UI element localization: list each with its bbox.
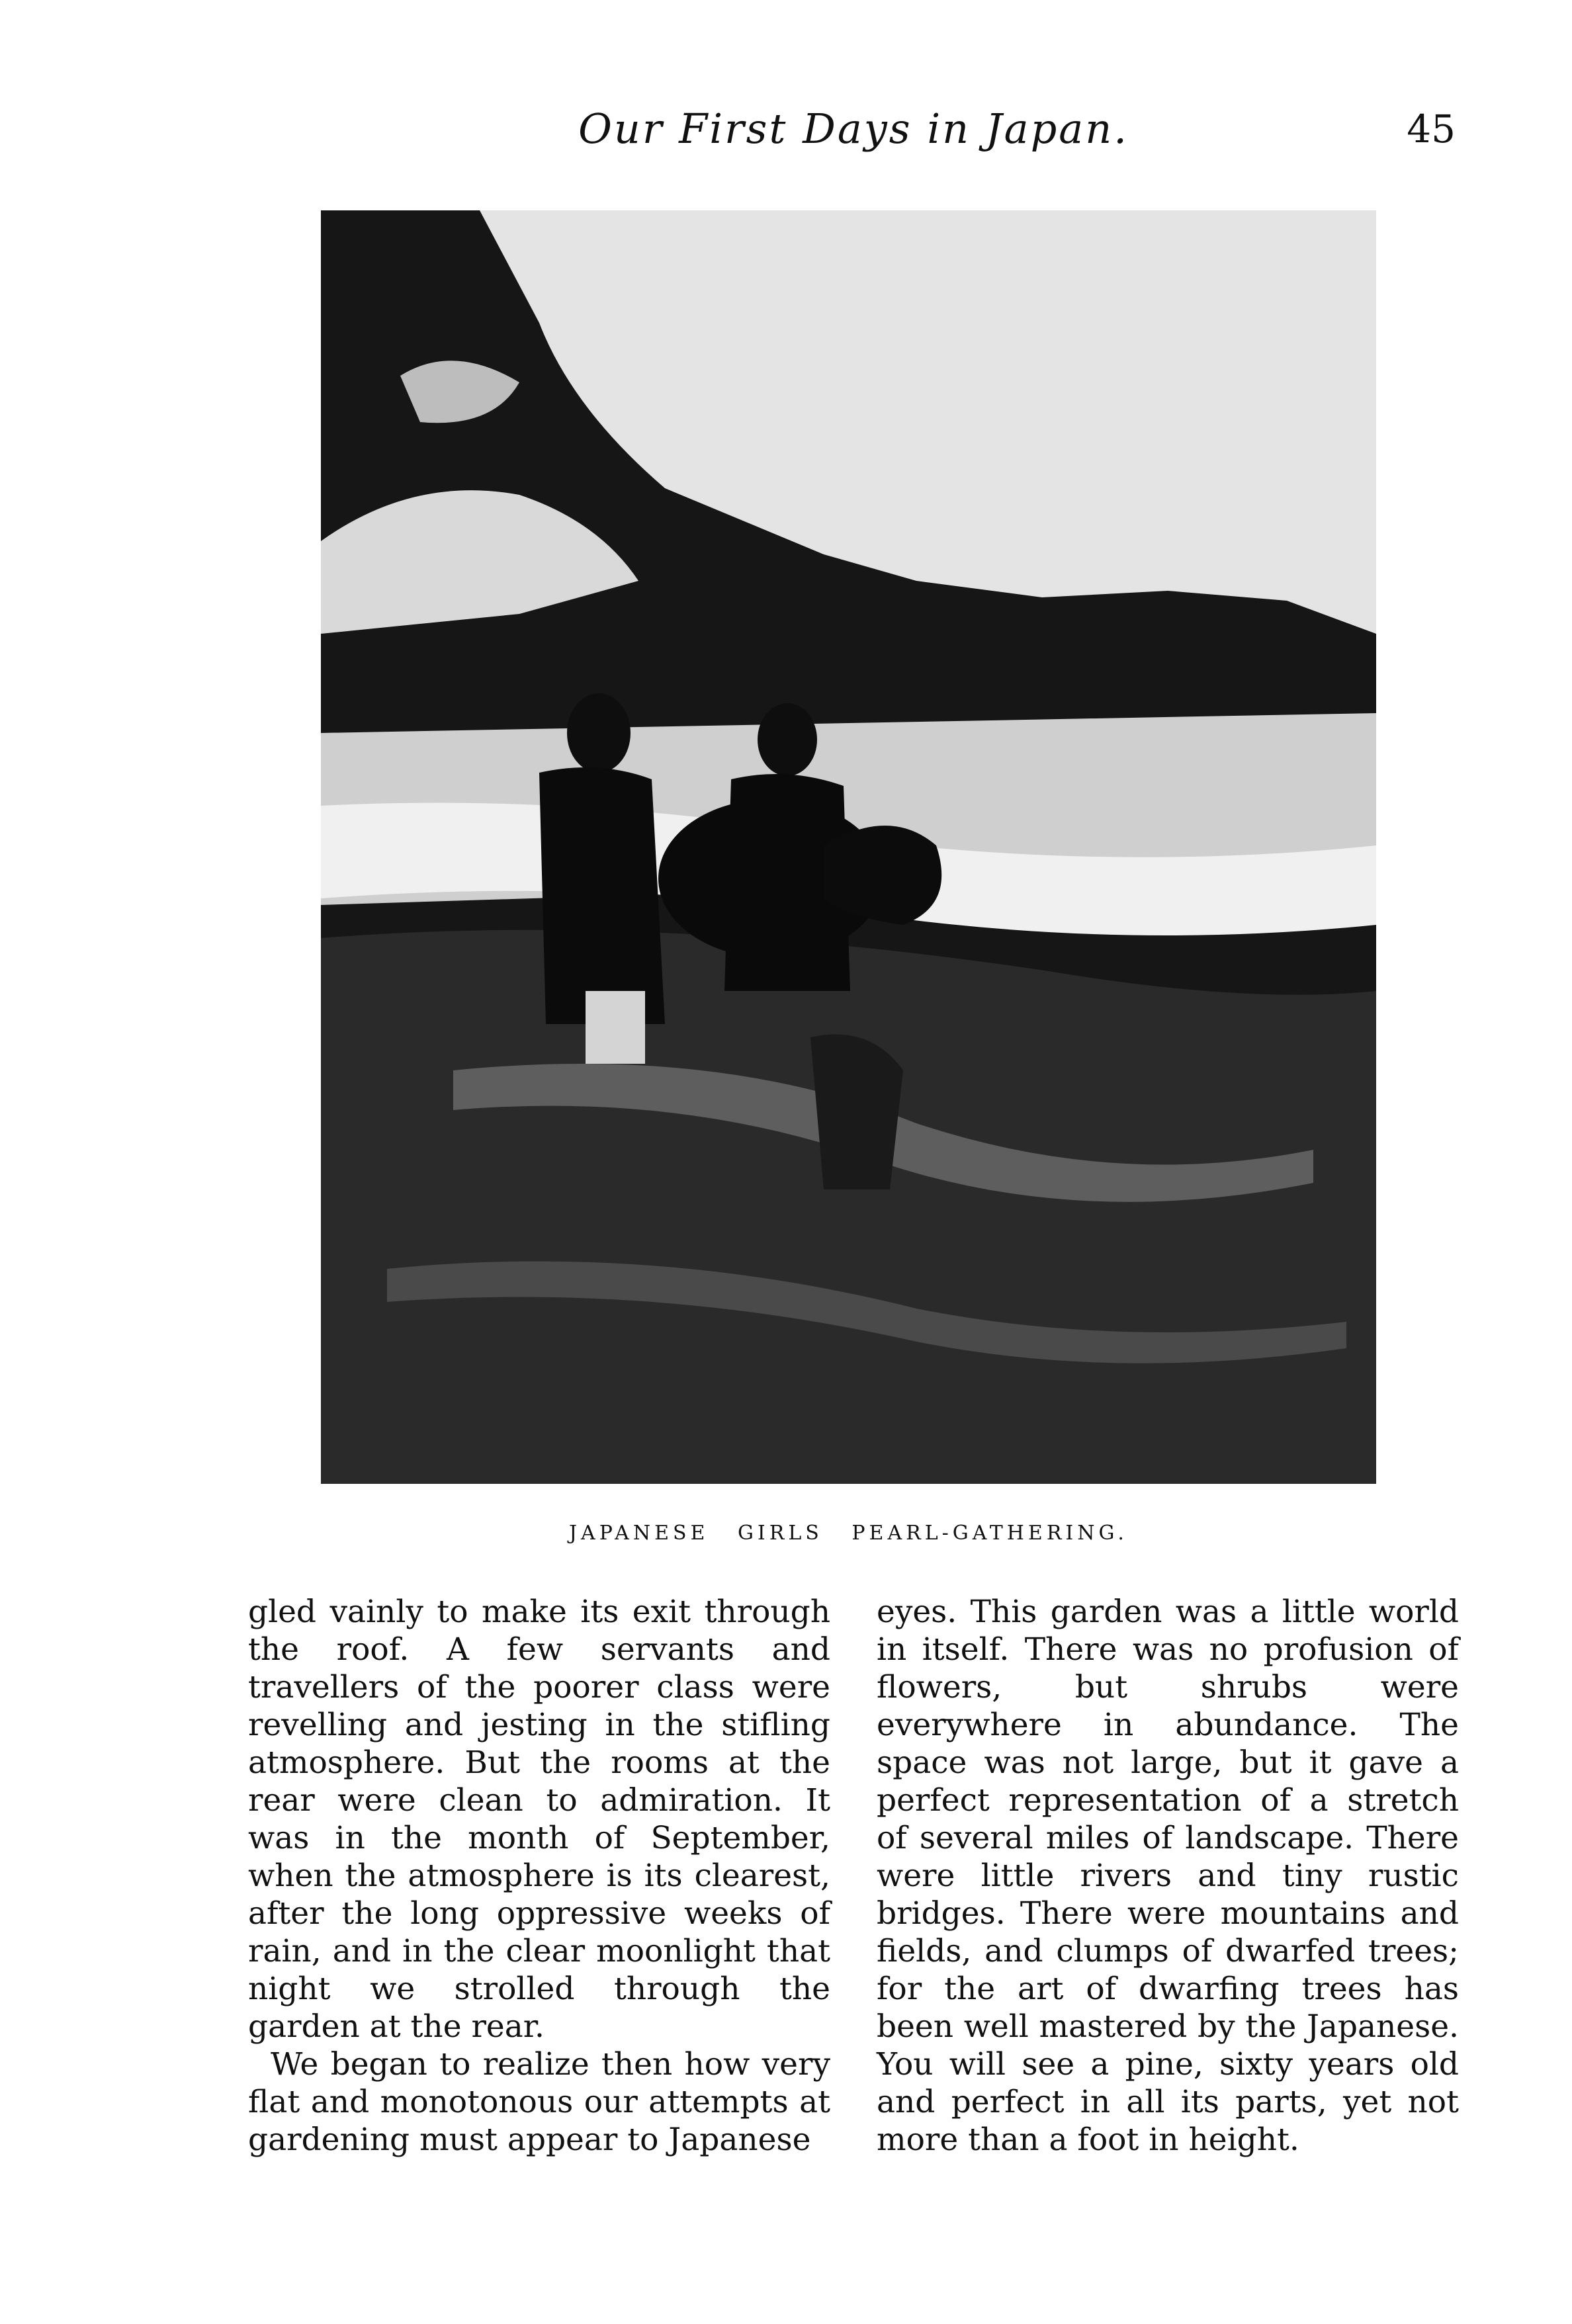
photograph-illustration	[321, 210, 1376, 1484]
right-column	[877, 1593, 1459, 2159]
figure-caption: JAPANESE GIRLS PEARL-GATHERING.	[569, 1522, 1128, 1545]
running-title: Our First Days in Japan.	[578, 105, 1129, 153]
left-column	[248, 1593, 830, 2159]
paragraph: gled vainly to make its exit through the roof. A few servants and travellers of the poorer class were revelling and jesting in the stifling atmosphere. But the rooms at the rear were clean to admiration. It was in the month of September, when the atmosphere is its clearest, after the long oppressive weeks of rain, and in the clear moonlight that night we strolled through the garden at the rear.	[248, 1594, 830, 2045]
paragraph: We began to realize then how very flat and monotonous our attempts at gardening must appear to Japanese	[248, 2046, 830, 2158]
running-head	[251, 99, 1456, 159]
photograph	[321, 210, 1376, 1484]
paragraph: eyes. This garden was a little world in itself. There was no profusion of flowers, but shrubs were everywhere in abundance. The space was not large, but it gave a perfect representation of a stretch of several miles of landscape. There were little rivers and tiny rustic bridges. There were mountains and fields, and clumps of dwarfed trees; for the art of dwarfing trees has been well mastered by the Japanese. You will see a pine, sixty years old and perfect in all its parts, yet not more than a foot in height.	[877, 1594, 1459, 2158]
page-number: 45	[1407, 107, 1456, 151]
